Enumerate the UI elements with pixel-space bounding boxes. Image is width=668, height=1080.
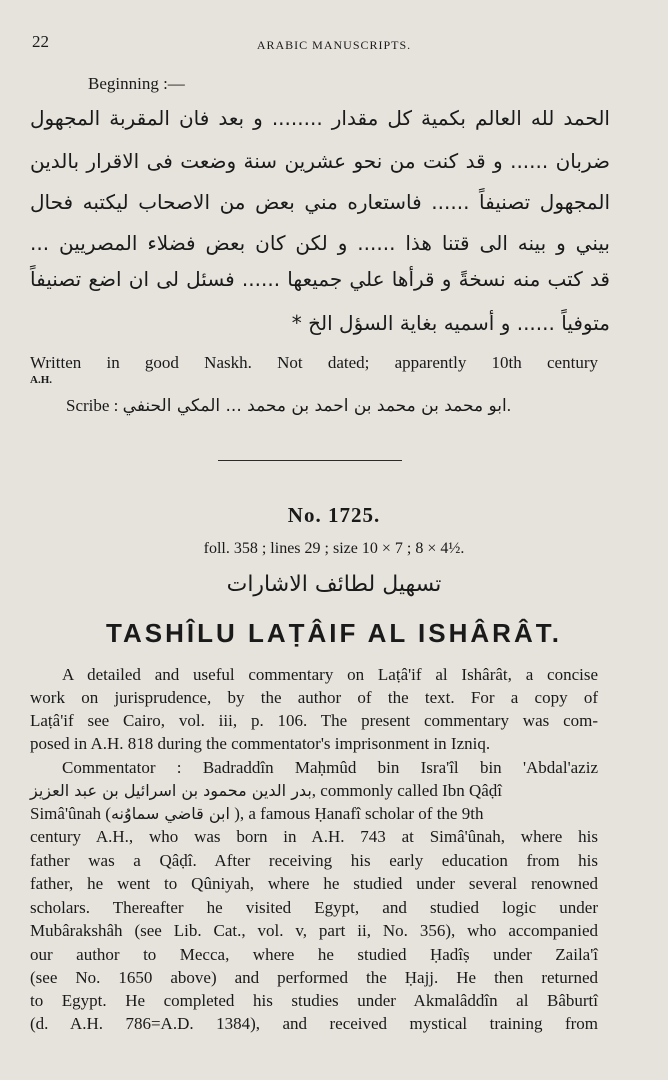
- arabic-line-5: قد كتب منه نسخةً و قرأها علي جميعها ...... فسئل لى ان اضع تصنيفاً: [30, 267, 610, 291]
- written-era: A.H.: [30, 374, 52, 386]
- commentator-line-11: to Egypt. He completed his studies under Akmalâddîn al Bâburtî: [30, 991, 598, 1010]
- commentator-line-9: our author to Mecca, where he studied Ḥadîṣ under Zaila'î: [30, 945, 598, 964]
- written-line: Written in good Naskh. Not dated; apparently 10th century: [30, 353, 598, 372]
- desc-line-1: A detailed and useful commentary on Laṭâ'if al Ishârât, a concise: [62, 665, 598, 684]
- title-english: TASHÎLU LAṬÂIF AL ISHÂRÂT.: [106, 618, 562, 648]
- commentator-arabic-nisba: ابن قاضي سماوُنه: [110, 804, 230, 823]
- beginning-label: Beginning :—: [88, 74, 185, 93]
- arabic-line-4: بيني و بينه الى قتنا هذا ...... و لكن كان بعض فضلاء المصريين ...: [30, 231, 610, 255]
- arabic-line-1: الحمد لله العالم بكمية كل مقدار ........ و بعد فان المقربة المجهول: [30, 106, 610, 130]
- section-divider: [218, 460, 402, 461]
- commentator-line-4: century A.H., who was born in A.H. 743 at Simâ'ûnah, where his: [30, 827, 598, 846]
- commentator-line-3: [30, 803, 598, 825]
- commentator-line-1: Commentator : Badraddîn Maḥmûd bin Isra'îl bin 'Abdal'aziz: [62, 758, 598, 777]
- commentator-line-2: [30, 780, 598, 802]
- desc-line-2: work on jurisprudence, by the author of the text. For a copy of: [30, 688, 598, 707]
- commentator-line-8: Mubârakshâh (see Lib. Cat., vol. v, part ii, No. 356), who accompanied: [30, 921, 598, 940]
- running-title: ARABIC MANUSCRIPTS.: [256, 38, 412, 52]
- title-arabic: تسهيل لطائف الاشارات: [226, 572, 442, 597]
- arabic-line-6: متوفياً ...... و أسميه بغاية السؤل الخ *: [291, 311, 610, 335]
- commentator-line-5: father was a Qâḍî. After receiving his early education from his: [30, 851, 598, 870]
- scribe-end: .: [506, 396, 511, 415]
- scribe-label: Scribe :: [66, 396, 119, 415]
- desc-line-4: posed in A.H. 818 during the commentator's imprisonment in Izniq.: [30, 734, 491, 753]
- commentator-line-2-text: , commonly called Ibn Qâḍî: [311, 781, 503, 800]
- entry-number: No. 1725.: [287, 503, 381, 527]
- page-number: 22: [32, 32, 49, 51]
- commentator-line-10: (see No. 1650 above) and performed the Ḥajj. He then returned: [30, 968, 598, 987]
- commentator-arabic-name: بدر الدين محمود بن اسرائيل بن عبد العزيز: [30, 781, 312, 800]
- entry-foll: foll. 358 ; lines 29 ; size 10 × 7 ; 8 × 4½.: [203, 540, 465, 557]
- arabic-line-2: ضربان ...... و قد كنت من نحو عشرين سنة وضعت فى الاقرار بالدين: [30, 149, 610, 173]
- commentator-line-3-a: Simâ'ûnah (: [30, 804, 111, 823]
- commentator-line-12: (d. A.H. 786=A.D. 1384), and received mystical training from: [30, 1014, 598, 1033]
- desc-line-3: Laṭâ'if see Cairo, vol. iii, p. 106. The present commentary was com-: [30, 711, 598, 730]
- commentator-line-6: father, he went to Qûniyah, where he studied under several renowned: [30, 874, 598, 893]
- commentator-line-3-b: ), a famous Ḥanafî scholar of the 9th: [229, 804, 484, 823]
- arabic-line-3: المجهول تصنيفاً ...... فاستعاره مني بعض من الاصحاب ليكتبه فحال: [30, 190, 610, 214]
- scribe-line: [66, 396, 598, 416]
- scribe-arabic: ابو محمد بن محمد بن احمد بن محمد ... المكي الحنفي: [122, 396, 507, 416]
- commentator-line-7: scholars. Thereafter he visited Egypt, and studied logic under: [30, 898, 598, 917]
